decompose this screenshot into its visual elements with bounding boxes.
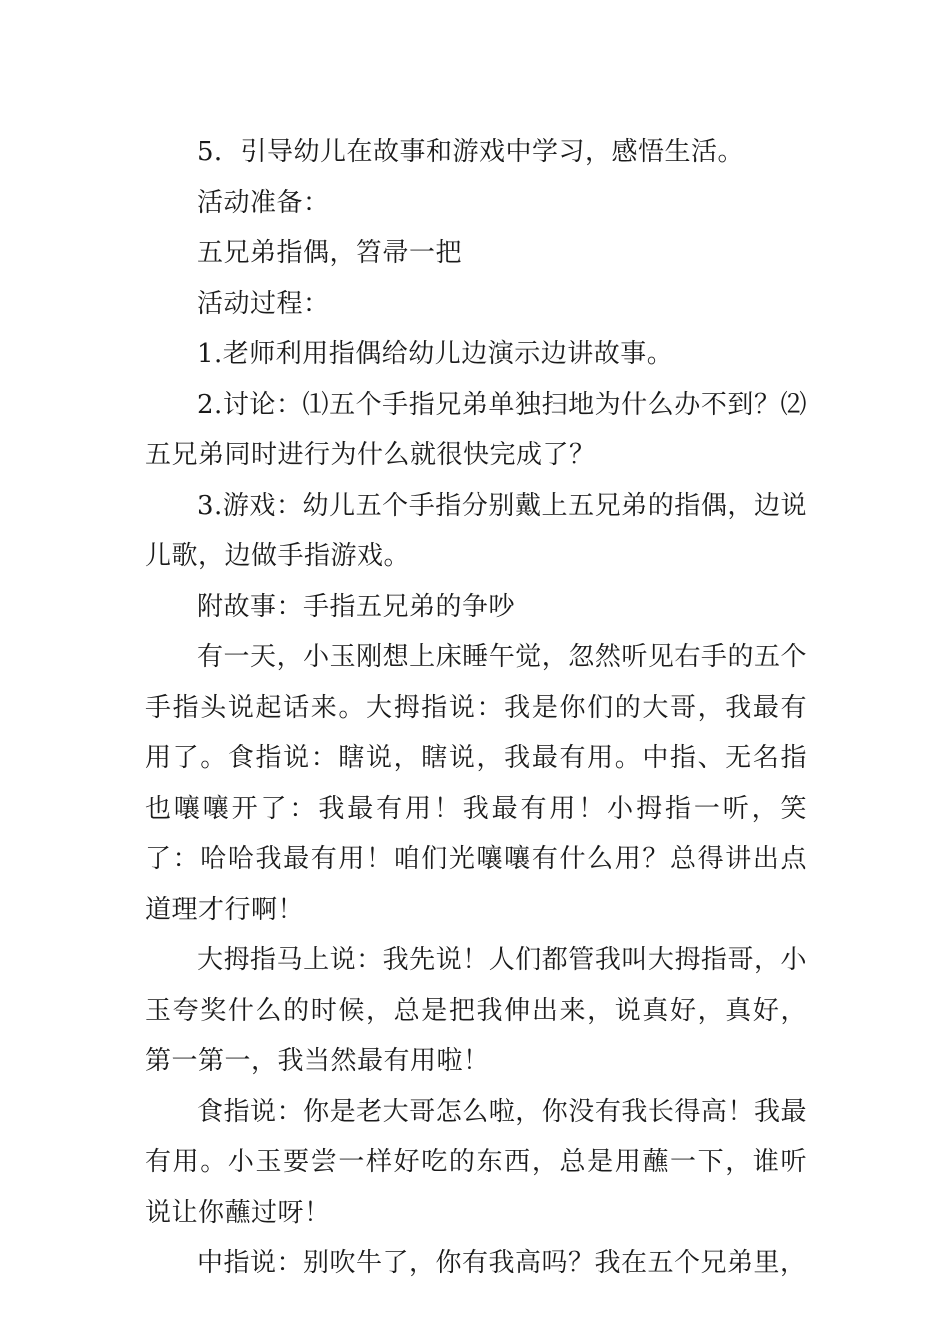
paragraph-preparation-materials: 五兄弟指偶，笤帚一把 bbox=[197, 238, 463, 268]
paragraph-goal-5: 5．引导幼儿在故事和游戏中学习，感悟生活。 bbox=[197, 137, 745, 167]
paragraph-process-step-3: 3.游戏：幼儿五个手指分别戴上五兄弟的指偶，边说儿歌，边做手指游戏。 bbox=[145, 490, 807, 571]
heading-activity-preparation: 活动准备： bbox=[197, 187, 330, 218]
heading-attached-story: 附故事：手指五兄弟的争吵 bbox=[197, 591, 516, 622]
paragraph-story-1: 有一天，小玉刚想上床睡午觉，忽然听见右手的五个手指头说起话来。大拇指说：我是你们的大哥，我最有用了。食指说：瞎说，瞎说，我最有用。中指、无名指也嚷嚷开了：我最有用！我最有用！小拇指一听，笑了：哈哈我最有用！咱们光嚷嚷有什么用？总得讲出点道理才行啊！ bbox=[145, 642, 807, 925]
paragraph-story-2: 大拇指马上说：我先说！人们都管我叫大拇指哥，小玉夸奖什么的时候，总是把我伸出来，说真好，真好，第一第一，我当然最有用啦！ bbox=[145, 945, 807, 1076]
heading-activity-process: 活动过程： bbox=[197, 288, 330, 319]
paragraph-process-step-2: 2.讨论：⑴五个手指兄弟单独扫地为什么办不到？⑵五兄弟同时进行为什么就很快完成了？ bbox=[145, 389, 807, 470]
paragraph-story-3: 食指说：你是老大哥怎么啦，你没有我长得高！我最有用。小玉要尝一样好吃的东西，总是用蘸一下，谁听说让你蘸过呀！ bbox=[145, 1096, 807, 1228]
document-page bbox=[145, 127, 807, 1289]
paragraph-process-step-1: 1.老师利用指偶给幼儿边演示边讲故事。 bbox=[197, 339, 674, 369]
paragraph-story-4: 中指说：别吹牛了，你有我高吗？我在五个兄弟里， bbox=[197, 1248, 807, 1278]
